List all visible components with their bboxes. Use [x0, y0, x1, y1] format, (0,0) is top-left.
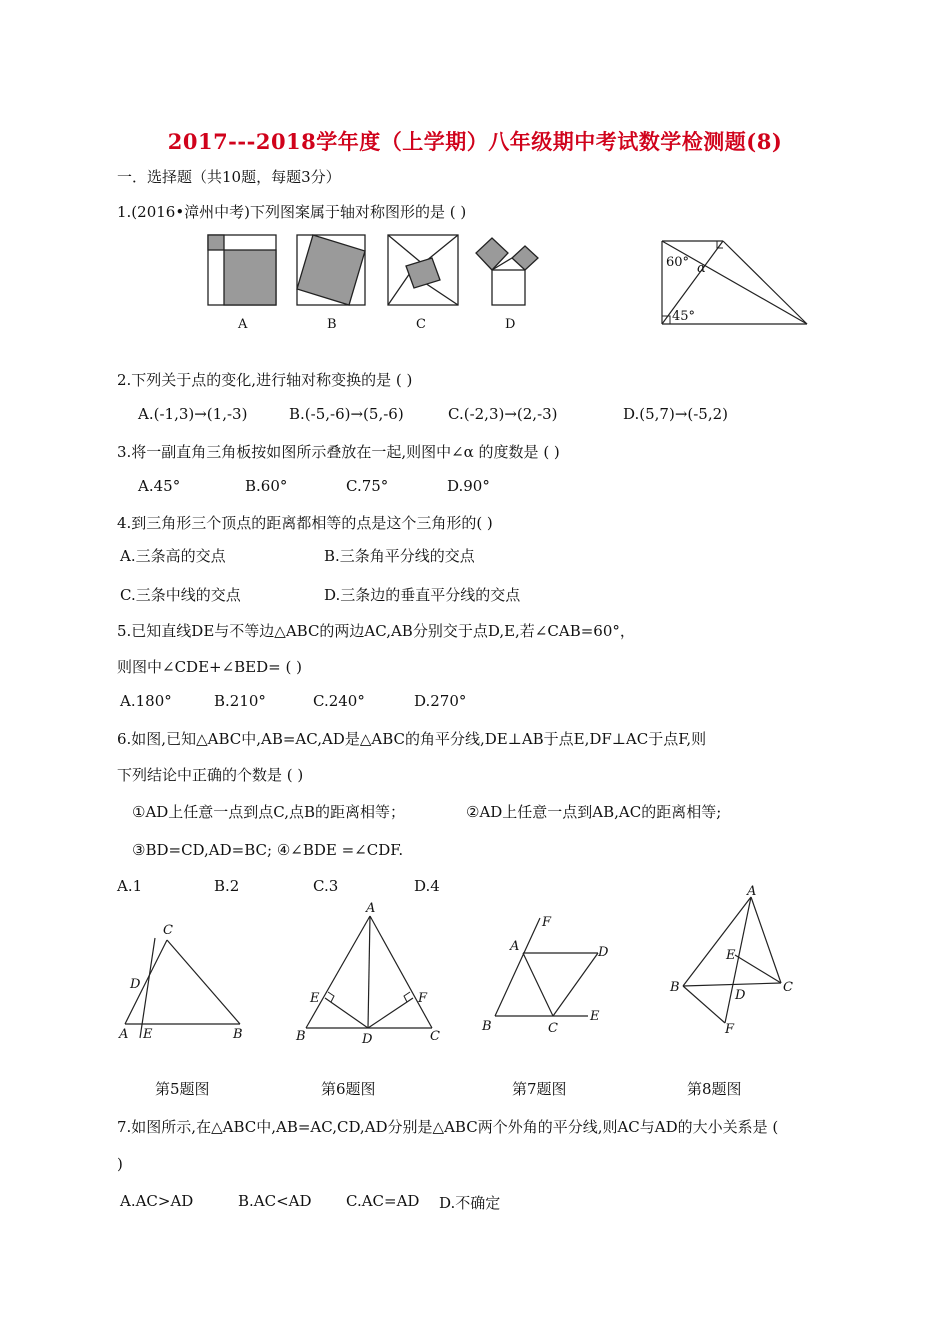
q4-option-d[interactable]: D.三条边的垂直平分线的交点	[324, 586, 521, 604]
q3-triangle-figure	[655, 236, 815, 331]
f5-label-e: E	[143, 1027, 153, 1042]
q3-option-b[interactable]: B.60°	[245, 477, 288, 495]
q2-option-a[interactable]: A.(-1,3)→(1,-3)	[138, 405, 248, 423]
f8-label-b: B	[670, 980, 680, 995]
figure-b	[297, 235, 365, 305]
q5-option-c[interactable]: C.240°	[313, 692, 365, 710]
q4-option-a[interactable]: A.三条高的交点	[120, 547, 226, 565]
q3-option-a[interactable]: A.45°	[138, 477, 181, 495]
f7-label-b: B	[482, 1019, 492, 1034]
caption-fig8: 第8题图	[687, 1080, 742, 1098]
figure-c	[388, 235, 458, 305]
q6-stem: 6.如图,已知△ABC中,AB=AC,AD是△ABC的角平分线,DE⊥AB于点E,DF⊥AC于点F,则	[117, 730, 707, 748]
angle-60-label: 60°	[666, 255, 690, 270]
q6-option-a[interactable]: A.1	[117, 877, 143, 895]
page-title: 2017---2018学年度（上学期）八年级期中考试数学检测题(8)	[167, 129, 783, 154]
q6-stem-2: 下列结论中正确的个数是 ( )	[117, 766, 304, 784]
q3-option-c[interactable]: C.75°	[346, 477, 389, 495]
q6-statement-2: ②AD上任意一点到AB,AC的距离相等;	[466, 803, 722, 821]
caption-fig7: 第7题图	[512, 1080, 567, 1098]
label-b: B	[327, 317, 337, 332]
f6-label-f: F	[418, 991, 428, 1006]
figure-8	[665, 883, 805, 1038]
q7-option-d[interactable]: D.不确定	[439, 1194, 501, 1212]
f7-label-e: E	[590, 1009, 600, 1024]
q3-stem: 3.将一副直角三角板按如图所示叠放在一起,则图中∠α 的度数是 ( )	[117, 443, 560, 461]
q4-stem: 4.到三角形三个顶点的距离都相等的点是这个三角形的( )	[117, 514, 493, 532]
q5-option-a[interactable]: A.180°	[120, 692, 172, 710]
f7-label-d: D	[598, 945, 609, 960]
figure-6	[290, 898, 450, 1046]
caption-fig5: 第5题图	[155, 1080, 210, 1098]
q4-option-b[interactable]: B.三条角平分线的交点	[324, 547, 475, 565]
f8-label-c: C	[783, 980, 793, 995]
f5-label-d: D	[130, 977, 141, 992]
q2-option-b[interactable]: B.(-5,-6)→(5,-6)	[289, 405, 404, 423]
q6-statement-1: ①AD上任意一点到点C,点B的距离相等；	[132, 803, 406, 821]
q5-stem: 5.已知直线DE与不等边△ABC的两边AC,AB分别交于点D,E,若∠CAB=60°，	[117, 622, 635, 640]
q3-option-d[interactable]: D.90°	[447, 477, 490, 495]
q7-stem: 7.如图所示,在△ABC中,AB=AC,CD,AD分别是△ABC两个外角的平分线,则AC与AD的大小关系是 (	[117, 1118, 779, 1136]
q6-statement-3: ③BD=CD,AD=BC; ④∠BDE =∠CDF.	[132, 841, 404, 859]
q6-option-d[interactable]: D.4	[414, 877, 440, 895]
f7-label-a: A	[510, 939, 520, 954]
q2-option-d[interactable]: D.(5,7)→(-5,2)	[623, 405, 729, 423]
q4-option-c[interactable]: C.三条中线的交点	[120, 586, 241, 604]
q1-stem: 1.(2016•漳州中考)下列图案属于轴对称图形的是 ( )	[117, 203, 467, 221]
figure-a	[208, 235, 276, 305]
f6-label-e: E	[310, 991, 320, 1006]
f8-label-f: F	[725, 1022, 735, 1037]
q6-option-c[interactable]: C.3	[313, 877, 339, 895]
q7-option-a[interactable]: A.AC>AD	[120, 1192, 194, 1210]
f7-label-f: F	[542, 915, 552, 930]
q5-stem-2: 则图中∠CDE+∠BED= ( )	[117, 658, 302, 676]
q7-stem-2: )	[117, 1155, 123, 1173]
q5-option-b[interactable]: B.210°	[214, 692, 266, 710]
f5-label-c: C	[163, 923, 173, 938]
f6-label-c: C	[430, 1029, 440, 1044]
q2-stem: 2.下列关于点的变化,进行轴对称变换的是 ( )	[117, 371, 413, 389]
q1-option-figures	[200, 228, 560, 338]
f8-label-a: A	[747, 884, 757, 899]
label-d: D	[505, 317, 516, 332]
q2-option-c[interactable]: C.(-2,3)→(2,-3)	[448, 405, 558, 423]
figure-d	[476, 238, 538, 305]
f5-label-a: A	[119, 1027, 129, 1042]
q7-option-c[interactable]: C.AC=AD	[346, 1192, 420, 1210]
section-heading: 一．选择题（共10题，每题3分）	[117, 168, 341, 186]
q6-option-b[interactable]: B.2	[214, 877, 240, 895]
f8-label-e: E	[726, 948, 736, 963]
label-a: A	[238, 317, 248, 332]
f6-label-b: B	[296, 1029, 306, 1044]
figure-7	[478, 908, 623, 1038]
figure-5	[115, 920, 255, 1045]
f6-label-a: A	[366, 901, 376, 916]
q7-option-b[interactable]: B.AC<AD	[238, 1192, 312, 1210]
angle-45-label: 45°	[672, 309, 696, 324]
f5-label-b: B	[233, 1027, 243, 1042]
label-c: C	[416, 317, 426, 332]
f6-label-d: D	[362, 1032, 373, 1047]
q5-option-d[interactable]: D.270°	[414, 692, 467, 710]
alpha-label: α	[697, 261, 706, 276]
f8-label-d: D	[735, 988, 746, 1003]
caption-fig6: 第6题图	[321, 1080, 376, 1098]
f7-label-c: C	[548, 1021, 558, 1036]
